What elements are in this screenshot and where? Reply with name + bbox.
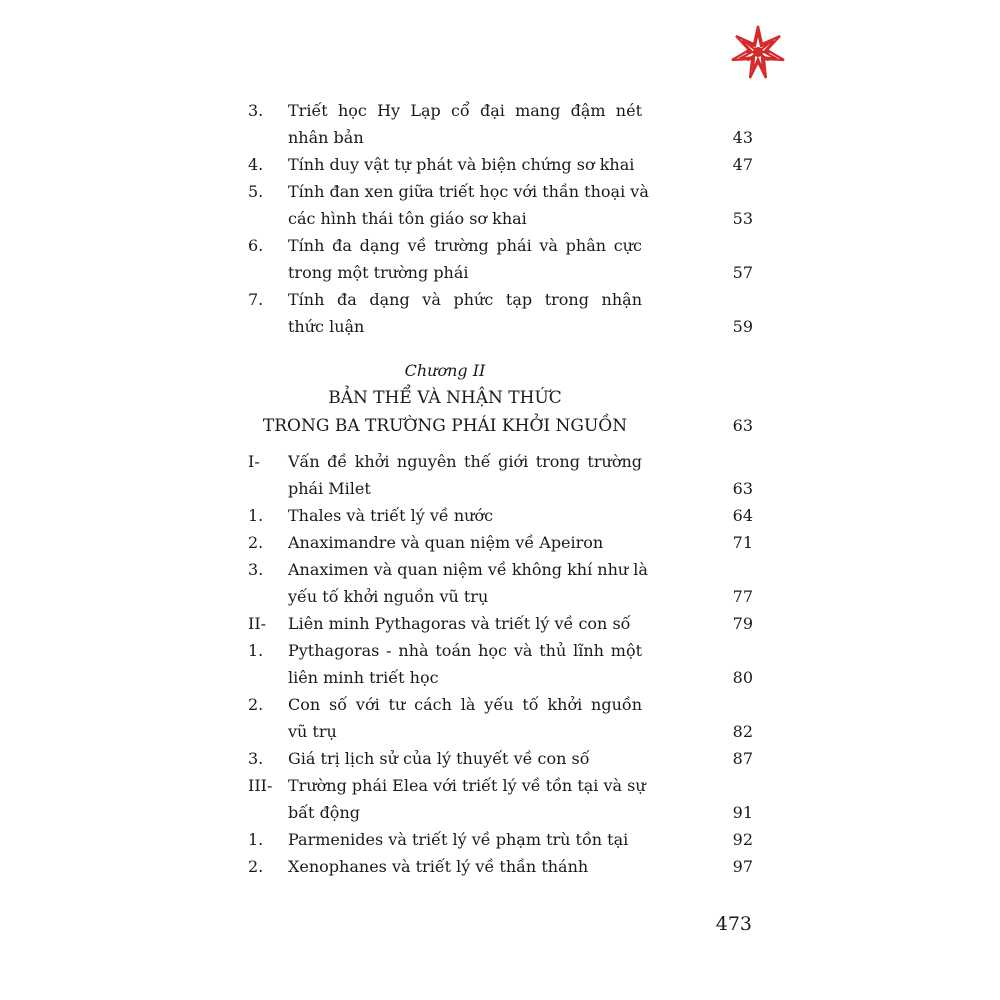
entry-number: 1.: [248, 830, 264, 849]
entry-page-number: 53: [732, 209, 753, 228]
entry-page-number: 97: [732, 857, 753, 876]
entry-page-number: 63: [732, 479, 753, 498]
entry-title: Giá trị lịch sử của lý thuyết về con số: [288, 749, 590, 768]
entry-title: Tính đan xen giữa triết học với thần thoại và các hình thái tôn giáo sơ khai: [288, 182, 649, 228]
entry-number: 3.: [248, 560, 264, 579]
toc-entry: [248, 97, 753, 151]
table-of-contents: [248, 97, 753, 880]
entry-number: 3.: [248, 749, 264, 768]
toc-entry: [248, 826, 753, 853]
entry-number: 4.: [248, 155, 264, 174]
entry-number: 7.: [248, 290, 264, 309]
entry-number: III-: [248, 776, 273, 795]
entry-page-number: 43: [732, 128, 753, 147]
entry-page-number: 79: [732, 614, 753, 633]
toc-entry: [248, 178, 753, 232]
toc-entry: [248, 286, 753, 340]
entry-title: Thales và triết lý về nước: [288, 506, 494, 525]
entry-title: Triết học Hy Lạp cổ đại mang đậm nét nhân bản: [288, 101, 642, 147]
chapter-label: Chương II: [404, 361, 486, 380]
toc-entry: [248, 232, 753, 286]
entry-title: Xenophanes và triết lý về thần thánh: [288, 857, 589, 876]
toc-entry: [248, 610, 753, 637]
publisher-star-logo-icon: [728, 22, 788, 82]
entry-title: Tính duy vật tự phát và biện chứng sơ khai: [288, 155, 635, 174]
entry-title: Liên minh Pythagoras và triết lý về con số: [288, 614, 631, 633]
entry-number: 2.: [248, 533, 264, 552]
toc-entry: [248, 772, 753, 826]
entry-page-number: 91: [732, 803, 753, 822]
toc-entry: [248, 691, 753, 745]
chapter-title-line-2: TRONG BA TRƯỜNG PHÁI KHỞI NGUỒN: [262, 416, 628, 436]
entry-title: Parmenides và triết lý về phạm trù tồn tại: [288, 830, 629, 849]
entry-number: 1.: [248, 506, 264, 525]
entry-title: Vấn đề khởi nguyên thế giới trong trường phái Milet: [288, 452, 642, 498]
chapter-heading: [248, 357, 753, 440]
entry-page-number: 82: [732, 722, 753, 741]
entry-number: 1.: [248, 641, 264, 660]
entry-page-number: 71: [732, 533, 753, 552]
chapter-title-line-1: BẢN THỂ VÀ NHẬN THỨC: [328, 388, 562, 408]
entry-number: 6.: [248, 236, 264, 255]
chapter-page-number: 63: [732, 416, 753, 435]
toc-entry: [248, 853, 753, 880]
entry-title: Anaximandre và quan niệm về Apeiron: [288, 533, 604, 552]
toc-entry: [248, 502, 753, 529]
toc-entry: [248, 745, 753, 772]
toc-entry: [248, 637, 753, 691]
entry-page-number: 77: [732, 587, 753, 606]
toc-entry: [248, 529, 753, 556]
entry-page-number: 47: [732, 155, 753, 174]
entry-number: I-: [248, 452, 260, 471]
entry-number: 2.: [248, 857, 264, 876]
entry-number: II-: [248, 614, 267, 633]
entry-page-number: 59: [732, 317, 753, 336]
entry-title: Pythagoras - nhà toán học và thủ lĩnh một liên minh triết học: [288, 641, 642, 687]
page-folio-number: 473: [715, 913, 752, 935]
entry-page-number: 92: [732, 830, 753, 849]
entry-number: 2.: [248, 695, 264, 714]
entry-number: 5.: [248, 182, 264, 201]
entry-number: 3.: [248, 101, 264, 120]
entry-page-number: 57: [732, 263, 753, 282]
toc-entry: [248, 556, 753, 610]
entry-title: Tính đa dạng về trường phái và phân cực trong một trường phái: [288, 236, 642, 282]
toc-entry: [248, 151, 753, 178]
entry-title: Con số với tư cách là yếu tố khởi nguồn vũ trụ: [288, 695, 642, 741]
entry-title: Tính đa dạng và phức tạp trong nhận thức luận: [288, 290, 642, 336]
entry-page-number: 80: [732, 668, 753, 687]
toc-entry: [248, 448, 753, 502]
entry-title: Trường phái Elea với triết lý về tồn tại và sự bất động: [288, 776, 646, 822]
entry-title: Anaximen và quan niệm về không khí như là yếu tố khởi nguồn vũ trụ: [288, 560, 648, 606]
entry-page-number: 87: [732, 749, 753, 768]
entry-page-number: 64: [732, 506, 753, 525]
